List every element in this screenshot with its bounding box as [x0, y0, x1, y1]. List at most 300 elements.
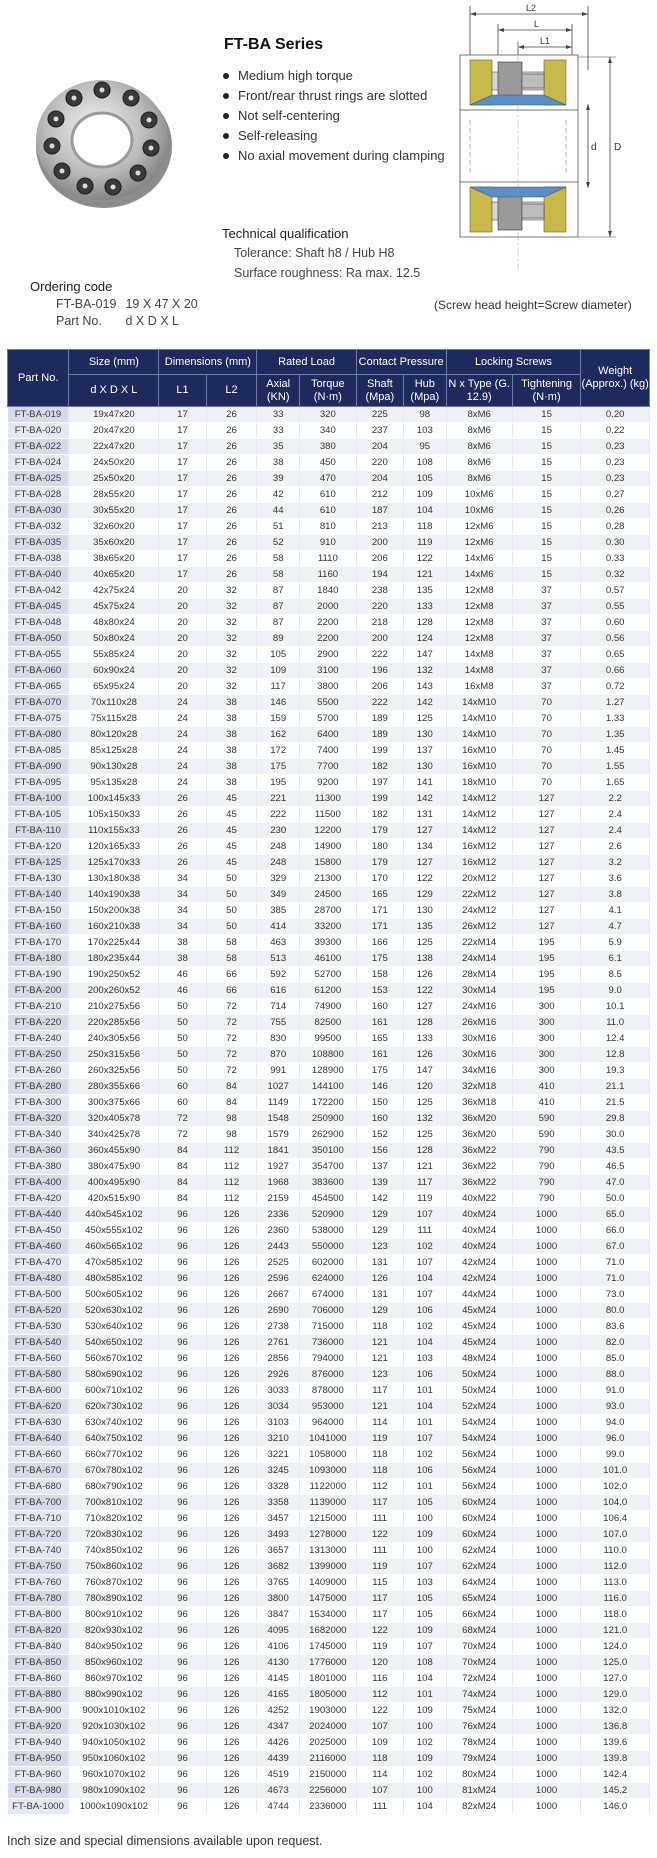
cell-torque: 11300: [299, 791, 356, 807]
cell-torque: 99500: [299, 1031, 356, 1047]
cell-nxtype: 12xM6: [446, 519, 512, 535]
cell-hub: 108: [404, 455, 447, 471]
cell-hub: 126: [404, 967, 447, 983]
table-header-row-top: [8, 350, 650, 375]
cell-size: 360x455x90: [69, 1143, 159, 1159]
cell-part-no: FT-BA-710: [8, 1511, 69, 1527]
cell-axial: 3210: [257, 1431, 300, 1447]
cell-axial: 4252: [257, 1703, 300, 1719]
cell-l2: 126: [206, 1527, 257, 1543]
cell-hub: 100: [404, 1783, 447, 1799]
cell-part-no: FT-BA-180: [8, 951, 69, 967]
cell-l2: 38: [206, 711, 257, 727]
cell-tightening: 790: [512, 1143, 581, 1159]
cell-l2: 26: [206, 535, 257, 551]
cell-weight: 139.8: [581, 1751, 650, 1767]
cell-torque: 602000: [299, 1255, 356, 1271]
cell-size: 500x605x102: [69, 1287, 159, 1303]
cell-weight: 0.26: [581, 503, 650, 519]
cell-tightening: 127: [512, 791, 581, 807]
cell-nxtype: 24xM16: [446, 999, 512, 1015]
cell-l1: 96: [159, 1703, 206, 1719]
product-photo: [28, 68, 178, 213]
cell-torque: 953000: [299, 1399, 356, 1415]
cell-tightening: 15: [512, 519, 581, 535]
cell-tightening: 127: [512, 919, 581, 935]
cell-nxtype: 36xM18: [446, 1095, 512, 1111]
cell-hub: 125: [404, 935, 447, 951]
cell-hub: 127: [404, 823, 447, 839]
cell-torque: 2024000: [299, 1719, 356, 1735]
cell-nxtype: 14xM10: [446, 695, 512, 711]
cell-l1: 20: [159, 663, 206, 679]
cell-l2: 126: [206, 1639, 257, 1655]
cell-weight: 66.0: [581, 1223, 650, 1239]
cell-shaft: 200: [356, 535, 403, 551]
cell-weight: 1.27: [581, 695, 650, 711]
cell-tightening: 1000: [512, 1511, 581, 1527]
cell-size: 110x155x33: [69, 823, 159, 839]
cell-hub: 103: [404, 1351, 447, 1367]
cell-weight: 0.55: [581, 599, 650, 615]
cell-part-no: FT-BA-900: [8, 1703, 69, 1719]
cell-shaft: 111: [356, 1543, 403, 1559]
cell-l1: 84: [159, 1159, 206, 1175]
cell-part-no: FT-BA-800: [8, 1607, 69, 1623]
cell-l2: 26: [206, 471, 257, 487]
cell-torque: 610: [299, 487, 356, 503]
cell-size: 150x200x38: [69, 903, 159, 919]
cell-axial: 222: [257, 807, 300, 823]
cell-torque: 144100: [299, 1079, 356, 1095]
cell-l1: 96: [159, 1671, 206, 1687]
cell-axial: 1579: [257, 1127, 300, 1143]
ordering-example: [56, 297, 198, 311]
cell-hub: 109: [404, 1703, 447, 1719]
cell-nxtype: 75xM24: [446, 1703, 512, 1719]
cell-part-no: FT-BA-540: [8, 1335, 69, 1351]
cell-part-no: FT-BA-560: [8, 1351, 69, 1367]
cell-torque: 1041000: [299, 1431, 356, 1447]
cell-l1: 50: [159, 1047, 206, 1063]
cell-torque: 3800: [299, 679, 356, 695]
cell-tightening: 37: [512, 583, 581, 599]
table-row: [8, 711, 650, 727]
cell-l1: 96: [159, 1655, 206, 1671]
cell-tightening: 195: [512, 935, 581, 951]
cell-torque: 470: [299, 471, 356, 487]
cell-size: 460x565x102: [69, 1239, 159, 1255]
cell-axial: 4095: [257, 1623, 300, 1639]
cell-torque: 1745000: [299, 1639, 356, 1655]
cell-l2: 45: [206, 807, 257, 823]
cell-axial: 4145: [257, 1671, 300, 1687]
cell-tightening: 410: [512, 1079, 581, 1095]
cell-hub: 109: [404, 1751, 447, 1767]
cell-part-no: FT-BA-085: [8, 743, 69, 759]
cell-weight: 0.23: [581, 439, 650, 455]
cell-l2: 126: [206, 1271, 257, 1287]
cell-tightening: 37: [512, 663, 581, 679]
cell-axial: 414: [257, 919, 300, 935]
cell-axial: 3033: [257, 1383, 300, 1399]
cell-l2: 126: [206, 1511, 257, 1527]
cell-weight: 46.5: [581, 1159, 650, 1175]
cell-weight: 91.0: [581, 1383, 650, 1399]
table-row: [8, 807, 650, 823]
cell-tightening: 1000: [512, 1527, 581, 1543]
cell-weight: 104.0: [581, 1495, 650, 1511]
cell-l1: 20: [159, 647, 206, 663]
cell-weight: 71.0: [581, 1271, 650, 1287]
cell-l2: 32: [206, 599, 257, 615]
cell-nxtype: 40xM24: [446, 1239, 512, 1255]
cell-nxtype: 16xM12: [446, 855, 512, 871]
cell-l1: 96: [159, 1687, 206, 1703]
cell-torque: 7400: [299, 743, 356, 759]
cell-size: 640x750x102: [69, 1431, 159, 1447]
cell-shaft: 139: [356, 1175, 403, 1191]
cell-hub: 147: [404, 647, 447, 663]
cell-torque: 250900: [299, 1111, 356, 1127]
header-l1: L1: [159, 375, 206, 407]
cell-weight: 0.57: [581, 583, 650, 599]
cell-tightening: 15: [512, 535, 581, 551]
cell-tightening: 1000: [512, 1223, 581, 1239]
cell-weight: 67.0: [581, 1239, 650, 1255]
cell-part-no: FT-BA-038: [8, 551, 69, 567]
cell-l1: 17: [159, 487, 206, 503]
cell-hub: 95: [404, 439, 447, 455]
cell-part-no: FT-BA-420: [8, 1191, 69, 1207]
cell-torque: 550000: [299, 1239, 356, 1255]
cell-tightening: 1000: [512, 1383, 581, 1399]
cell-part-no: FT-BA-170: [8, 935, 69, 951]
cell-l2: 126: [206, 1367, 257, 1383]
cell-nxtype: 12xM8: [446, 599, 512, 615]
cell-shaft: 187: [356, 503, 403, 519]
cell-hub: 129: [404, 887, 447, 903]
cell-nxtype: 45xM24: [446, 1319, 512, 1335]
cell-shaft: 199: [356, 743, 403, 759]
cell-nxtype: 26xM12: [446, 919, 512, 935]
cell-torque: 450: [299, 455, 356, 471]
cell-torque: 82500: [299, 1015, 356, 1031]
feature-item: Medium high torque: [222, 66, 445, 86]
ordering-example-value: 19 X 47 X 20: [125, 297, 198, 311]
cell-size: 30x55x20: [69, 503, 159, 519]
table-row: [8, 1751, 650, 1767]
cell-nxtype: 22xM12: [446, 887, 512, 903]
header-tightening: Tightening (N·m): [512, 375, 581, 407]
cell-part-no: FT-BA-500: [8, 1287, 69, 1303]
cell-l1: 96: [159, 1591, 206, 1607]
cell-torque: 1160: [299, 567, 356, 583]
ordering-code-title: Ordering code: [30, 279, 113, 294]
table-row: [8, 1623, 650, 1639]
cell-weight: 0.23: [581, 471, 650, 487]
cell-l1: 96: [159, 1319, 206, 1335]
header-locking-screws: Locking Screws: [446, 350, 581, 375]
cell-size: 750x860x102: [69, 1559, 159, 1575]
cell-size: 42x75x24: [69, 583, 159, 599]
cell-l1: 17: [159, 471, 206, 487]
specification-table: [7, 349, 650, 1815]
cell-axial: 349: [257, 887, 300, 903]
cell-shaft: 237: [356, 423, 403, 439]
cell-l1: 17: [159, 423, 206, 439]
cell-hub: 101: [404, 1479, 447, 1495]
cell-part-no: FT-BA-140: [8, 887, 69, 903]
cell-nxtype: 60xM24: [446, 1527, 512, 1543]
header-size-format: d X D X L: [69, 375, 159, 407]
cell-shaft: 153: [356, 983, 403, 999]
table-row: [8, 1287, 650, 1303]
feature-list: [222, 66, 445, 166]
cell-nxtype: 50xM24: [446, 1367, 512, 1383]
cell-shaft: 129: [356, 1223, 403, 1239]
table-row: [8, 727, 650, 743]
cell-size: 125x170x33: [69, 855, 159, 871]
cell-weight: 0.33: [581, 551, 650, 567]
cell-size: 860x970x102: [69, 1671, 159, 1687]
cell-tightening: 1000: [512, 1399, 581, 1415]
cell-l2: 26: [206, 567, 257, 583]
cell-torque: 2200: [299, 631, 356, 647]
cell-shaft: 179: [356, 823, 403, 839]
cell-size: 190x250x52: [69, 967, 159, 983]
cell-shaft: 121: [356, 1399, 403, 1415]
cell-nxtype: 62xM24: [446, 1559, 512, 1575]
cell-tightening: 1000: [512, 1303, 581, 1319]
cell-weight: 1.33: [581, 711, 650, 727]
cell-weight: 1.65: [581, 775, 650, 791]
cell-size: 50x80x24: [69, 631, 159, 647]
cell-part-no: FT-BA-360: [8, 1143, 69, 1159]
cell-weight: 80.0: [581, 1303, 650, 1319]
cell-hub: 105: [404, 1591, 447, 1607]
cell-tightening: 410: [512, 1095, 581, 1111]
cell-hub: 135: [404, 583, 447, 599]
cell-hub: 102: [404, 1319, 447, 1335]
cell-hub: 121: [404, 1159, 447, 1175]
cell-l2: 126: [206, 1735, 257, 1751]
cell-axial: 1027: [257, 1079, 300, 1095]
cell-hub: 107: [404, 1255, 447, 1271]
cell-hub: 117: [404, 1175, 447, 1191]
cell-l2: 45: [206, 791, 257, 807]
cell-l2: 126: [206, 1719, 257, 1735]
cell-tightening: 300: [512, 999, 581, 1015]
cell-l2: 38: [206, 775, 257, 791]
cell-torque: 1122000: [299, 1479, 356, 1495]
cell-nxtype: 36xM22: [446, 1159, 512, 1175]
table-row: [8, 583, 650, 599]
cell-size: 22x47x20: [69, 439, 159, 455]
cell-l2: 126: [206, 1671, 257, 1687]
feature-item: Not self-centering: [222, 106, 445, 126]
cell-nxtype: 14xM12: [446, 791, 512, 807]
cell-shaft: 175: [356, 951, 403, 967]
cell-shaft: 160: [356, 999, 403, 1015]
cell-weight: 50.0: [581, 1191, 650, 1207]
cell-part-no: FT-BA-210: [8, 999, 69, 1015]
cell-shaft: 116: [356, 1671, 403, 1687]
cell-l2: 84: [206, 1095, 257, 1111]
cell-size: 210x275x56: [69, 999, 159, 1015]
table-row: [8, 967, 650, 983]
cell-axial: 105: [257, 647, 300, 663]
cell-shaft: 129: [356, 1207, 403, 1223]
cell-weight: 145.2: [581, 1783, 650, 1799]
cell-tightening: 15: [512, 551, 581, 567]
cell-nxtype: 16xM8: [446, 679, 512, 695]
cell-hub: 125: [404, 711, 447, 727]
cell-torque: 1776000: [299, 1655, 356, 1671]
cell-part-no: FT-BA-105: [8, 807, 69, 823]
cell-hub: 107: [404, 1287, 447, 1303]
cell-shaft: 117: [356, 1383, 403, 1399]
cell-hub: 107: [404, 1207, 447, 1223]
cell-shaft: 152: [356, 1127, 403, 1143]
cell-l2: 126: [206, 1239, 257, 1255]
cell-weight: 10.1: [581, 999, 650, 1015]
cell-shaft: 175: [356, 1063, 403, 1079]
cell-shaft: 131: [356, 1287, 403, 1303]
cell-nxtype: 70xM24: [446, 1639, 512, 1655]
cell-part-no: FT-BA-300: [8, 1095, 69, 1111]
cell-shaft: 170: [356, 871, 403, 887]
table-row: [8, 1351, 650, 1367]
table-row: [8, 663, 650, 679]
cell-size: 48x80x24: [69, 615, 159, 631]
table-row: [8, 567, 650, 583]
cell-nxtype: 56xM24: [446, 1447, 512, 1463]
cell-l2: 126: [206, 1543, 257, 1559]
cell-nxtype: 14xM8: [446, 663, 512, 679]
cell-nxtype: 14xM6: [446, 551, 512, 567]
cell-tightening: 1000: [512, 1335, 581, 1351]
cell-l2: 112: [206, 1191, 257, 1207]
cell-tightening: 1000: [512, 1255, 581, 1271]
cell-l2: 126: [206, 1607, 257, 1623]
cell-shaft: 117: [356, 1591, 403, 1607]
cell-torque: 320: [299, 407, 356, 423]
table-row: [8, 1719, 650, 1735]
cell-tightening: 37: [512, 615, 581, 631]
cell-torque: 7700: [299, 759, 356, 775]
cell-l1: 96: [159, 1287, 206, 1303]
cell-hub: 102: [404, 1767, 447, 1783]
table-row: [8, 1479, 650, 1495]
cell-shaft: 112: [356, 1687, 403, 1703]
cell-weight: 0.56: [581, 631, 650, 647]
cell-shaft: 225: [356, 407, 403, 423]
cell-torque: 52700: [299, 967, 356, 983]
cell-tightening: 1000: [512, 1735, 581, 1751]
cell-axial: 3245: [257, 1463, 300, 1479]
cell-torque: 910: [299, 535, 356, 551]
label-d-inner: d: [591, 142, 597, 153]
cell-torque: 9200: [299, 775, 356, 791]
cell-axial: 3221: [257, 1447, 300, 1463]
cell-part-no: FT-BA-920: [8, 1719, 69, 1735]
cell-part-no: FT-BA-820: [8, 1623, 69, 1639]
cell-torque: 172200: [299, 1095, 356, 1111]
cell-axial: 3800: [257, 1591, 300, 1607]
cell-shaft: 107: [356, 1783, 403, 1799]
cell-torque: 2025000: [299, 1735, 356, 1751]
cell-torque: 46100: [299, 951, 356, 967]
cell-tightening: 1000: [512, 1367, 581, 1383]
table-row: [8, 1527, 650, 1543]
table-row: [8, 1143, 650, 1159]
cell-part-no: FT-BA-480: [8, 1271, 69, 1287]
cell-shaft: 131: [356, 1255, 403, 1271]
cell-size: 670x780x102: [69, 1463, 159, 1479]
cell-l1: 96: [159, 1623, 206, 1639]
cell-nxtype: 10xM6: [446, 487, 512, 503]
cell-nxtype: 30xM14: [446, 983, 512, 999]
cell-l1: 96: [159, 1575, 206, 1591]
cell-part-no: FT-BA-840: [8, 1639, 69, 1655]
cell-hub: 120: [404, 1079, 447, 1095]
cell-weight: 73.0: [581, 1287, 650, 1303]
cell-l1: 96: [159, 1639, 206, 1655]
cell-l1: 26: [159, 855, 206, 871]
cell-tightening: 300: [512, 1047, 581, 1063]
cell-size: 600x710x102: [69, 1383, 159, 1399]
cell-nxtype: 45xM24: [446, 1335, 512, 1351]
cell-tightening: 1000: [512, 1479, 581, 1495]
cell-size: 710x820x102: [69, 1511, 159, 1527]
cell-axial: 3765: [257, 1575, 300, 1591]
cell-size: 160x210x38: [69, 919, 159, 935]
cell-weight: 139.6: [581, 1735, 650, 1751]
cell-torque: 610: [299, 503, 356, 519]
cell-shaft: 206: [356, 551, 403, 567]
cell-tightening: 127: [512, 871, 581, 887]
table-row: [8, 1255, 650, 1271]
cell-shaft: 111: [356, 1511, 403, 1527]
cell-axial: 4165: [257, 1687, 300, 1703]
cell-part-no: FT-BA-670: [8, 1463, 69, 1479]
cell-part-no: FT-BA-950: [8, 1751, 69, 1767]
cell-part-no: FT-BA-530: [8, 1319, 69, 1335]
cell-tightening: 1000: [512, 1687, 581, 1703]
cell-l1: 60: [159, 1079, 206, 1095]
header-torque: Torque (N·m): [299, 375, 356, 407]
cell-torque: 340: [299, 423, 356, 439]
cell-nxtype: 8xM6: [446, 439, 512, 455]
cell-torque: 1840: [299, 583, 356, 599]
cell-torque: 454500: [299, 1191, 356, 1207]
cell-axial: 1548: [257, 1111, 300, 1127]
cell-torque: 1399000: [299, 1559, 356, 1575]
cell-l2: 84: [206, 1079, 257, 1095]
cell-size: 38x65x20: [69, 551, 159, 567]
cell-l2: 126: [206, 1223, 257, 1239]
cell-torque: 736000: [299, 1335, 356, 1351]
table-row: [8, 1735, 650, 1751]
cell-l1: 38: [159, 935, 206, 951]
cell-size: 720x830x102: [69, 1527, 159, 1543]
cell-l1: 96: [159, 1607, 206, 1623]
cell-l1: 34: [159, 887, 206, 903]
table-row: [8, 1575, 650, 1591]
cell-axial: 4744: [257, 1799, 300, 1815]
cell-l1: 50: [159, 1031, 206, 1047]
